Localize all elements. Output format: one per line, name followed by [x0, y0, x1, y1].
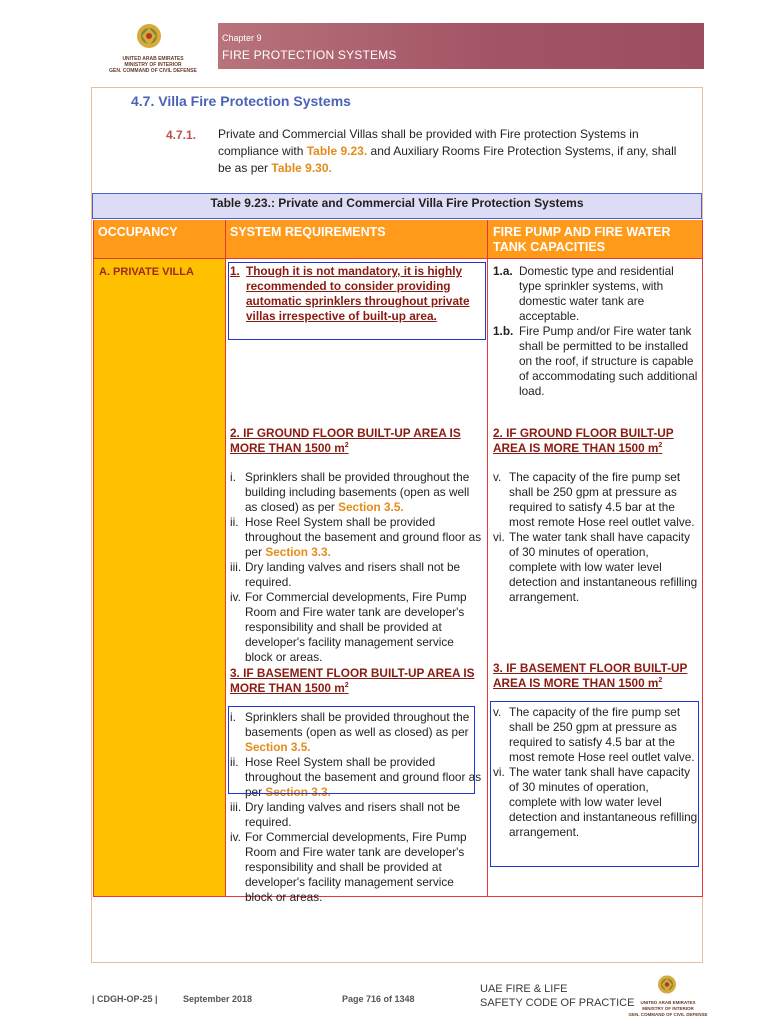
section-3-5-link[interactable]: Section 3.5. — [245, 740, 311, 754]
falcon-emblem-icon — [132, 22, 166, 54]
req3-heading-sup: 2 — [344, 682, 349, 690]
req3-item-iv — [230, 830, 482, 905]
highlight-box-req1 — [228, 262, 486, 340]
req2-item-i — [230, 470, 482, 515]
table-9-30-link[interactable]: Table 9.30. — [271, 161, 332, 175]
req2-item-iv-text: For Commercial developments, Fire Pump Room and Fire water tank are developer's responsibility and shall be provided at developer's facility management service block or areas. — [245, 590, 467, 664]
footer-logo-line-2: MINISTRY OF INTERIOR — [642, 1006, 694, 1011]
cap2-item-vi-text: The water tank shall have capacity of 30 minutes of operation, complete with low water level detection and instantaneous refilling arrangement. — [509, 530, 698, 604]
table-header-line — [93, 258, 703, 259]
cap1a-number: 1.a. — [493, 264, 513, 278]
req2-item-iii — [230, 560, 482, 590]
occupancy-column — [93, 220, 225, 897]
cap2-heading-sup: 2 — [658, 442, 663, 450]
req3-item-ii-num: ii. — [230, 755, 239, 769]
clause-text-part-1: Private and Commercial Villas shall be provided with Fire protection Systems in compliance with — [218, 127, 639, 158]
cap1b-number: 1.b. — [493, 324, 514, 338]
cap3-item-v-text: The capacity of the fire pump set shall be 250 gpm at pressure as required to satisfy 4.5 bar at the most remote Hose reel outlet valve. — [509, 705, 695, 764]
highlight-box-req3 — [228, 706, 475, 794]
cap2-heading — [493, 426, 698, 456]
chapter-header-bar — [218, 23, 704, 69]
footer-title-line-2: SAFETY CODE OF PRACTICE — [480, 997, 635, 1009]
req3-heading-text: 3. IF BASEMENT FLOOR BUILT-UP AREA IS MORE THAN 1500 m — [230, 666, 475, 695]
clause-text — [218, 126, 688, 177]
footer-title-line-1: UAE FIRE & LIFE — [480, 983, 568, 995]
uae-ministry-logo — [88, 22, 218, 82]
req3-item-iv-text: For Commercial developments, Fire Pump Room and Fire water tank are developer's responsibility and shall be provided at developer's facility management service block or areas. — [245, 830, 467, 904]
req3-item-iii — [230, 800, 482, 830]
cap3-item-vi-num: vi. — [493, 765, 505, 779]
cap2-heading-text: 2. IF GROUND FLOOR BUILT-UP AREA IS MORE THAN 1500 m — [493, 426, 674, 455]
req2-item-ii-text: Hose Reel System shall be provided throughout the basement and ground floor as per — [245, 515, 482, 559]
cap3-item-v-num: v. — [493, 705, 502, 719]
section-3-5-link[interactable]: Section 3.5. — [338, 500, 404, 514]
footer-page-number: Page 716 of 1348 — [342, 994, 415, 1004]
req2-item-iii-num: iii. — [230, 560, 242, 574]
clause-number: 4.7.1. — [166, 128, 197, 142]
table-9-23-link[interactable]: Table 9.23. — [306, 144, 368, 158]
req1-text: Though it is not mandatory, it is highly recommended to consider providing automatic sprinklers throughout private villas irrespective of built-up area. — [246, 264, 470, 323]
chapter-title: FIRE PROTECTION SYSTEMS — [222, 48, 397, 62]
cap1a-text: Domestic type and residential type sprinkler systems, with domestic water tank are acceptable. — [519, 264, 674, 323]
cap2-item-vi-num: vi. — [493, 530, 505, 544]
header-occupancy: OCCUPANCY — [98, 225, 178, 239]
uae-ministry-logo-footer — [618, 974, 718, 1022]
cap3-item-vi-text: The water tank shall have capacity of 30 minutes of operation, complete with low water level detection and instantaneous refilling arrangement. — [509, 765, 698, 839]
cap2-item-v — [493, 470, 698, 530]
highlight-box-cap3 — [490, 701, 699, 867]
req3-item-iii-text: Dry landing valves and risers shall not be required. — [245, 800, 461, 829]
cap2-item-v-num: v. — [493, 470, 502, 484]
header-fire-pump-capacities: FIRE PUMP AND FIRE WATER TANK CAPACITIES — [493, 225, 671, 254]
req2-item-i-num: i. — [230, 470, 236, 484]
req2-item-iv — [230, 590, 482, 665]
logo-line-3: GEN. COMMAND OF CIVIL DEFENSE — [109, 68, 197, 74]
req3-item-i-num: i. — [230, 710, 236, 724]
req2-item-ii — [230, 515, 482, 560]
cap2-item-v-text: The capacity of the fire pump set shall be 250 gpm at pressure as required to satisfy 4.5 bar at the most remote Hose reel outlet valve. — [509, 470, 695, 529]
cap1b-text: Fire Pump and/or Fire water tank shall be permitted to be installed on the roof, if structure is capable of accommodating such additional load. — [519, 324, 698, 398]
table-divider-1 — [225, 220, 226, 897]
req3-item-iii-num: iii. — [230, 800, 242, 814]
clause-text-part-2: and Auxiliary Rooms Fire Protection Systems, if any, shall be as per — [218, 144, 677, 175]
req3-item-ii-text: Hose Reel System shall be provided throughout the basement and ground floor as per — [245, 755, 482, 799]
section-heading: 4.7. Villa Fire Protection Systems — [131, 93, 351, 109]
footer-date: September 2018 — [183, 994, 253, 1004]
req2-list — [230, 470, 482, 665]
req2-item-iii-text: Dry landing valves and risers shall not be required. — [245, 560, 461, 589]
chapter-label: Chapter 9 — [222, 33, 262, 43]
cap3-heading-text: 3. IF BASEMENT FLOOR BUILT-UP AREA IS MORE THAN 1500 m — [493, 661, 688, 690]
cap2-list — [493, 470, 698, 605]
req2-item-i-text: Sprinklers shall be provided throughout the building including basements (open as well as closed) as per — [245, 470, 470, 514]
cap3-heading-sup: 2 — [658, 677, 663, 685]
header-system-requirements: SYSTEM REQUIREMENTS — [230, 225, 386, 239]
cap1-item — [493, 264, 698, 324]
section-3-3-link[interactable]: Section 3.3. — [265, 785, 331, 799]
section-3-3-link[interactable]: Section 3.3. — [265, 545, 331, 559]
footer-logo-line-1: UNITED ARAB EMIRATES — [640, 1000, 696, 1005]
table-divider-2 — [487, 220, 488, 897]
req2-heading — [230, 426, 482, 456]
footer-logo-line-3: GEN. COMMAND OF CIVIL DEFENSE — [628, 1012, 708, 1017]
cap2-item-vi — [493, 530, 698, 605]
table-border-left — [93, 220, 94, 897]
req1-number: 1. — [230, 264, 240, 278]
req3-item-i-text: Sprinklers shall be provided throughout the basements (open as well as closed) as per — [245, 710, 470, 739]
occupancy-private-villa: A. PRIVATE VILLA — [99, 266, 194, 278]
table-border-right — [702, 220, 703, 897]
falcon-emblem-icon — [654, 974, 680, 998]
cap3-heading — [493, 661, 698, 691]
table-caption: Table 9.23.: Private and Commercial Villa Fire Protection Systems — [210, 196, 584, 210]
footer-code-title — [480, 982, 634, 1010]
req2-heading-sup: 2 — [344, 442, 349, 450]
cap1-item — [493, 324, 698, 399]
req2-item-iv-num: iv. — [230, 590, 241, 604]
req2-heading-text: 2. IF GROUND FLOOR BUILT-UP AREA IS MORE THAN 1500 m — [230, 426, 461, 455]
logo-line-1: UNITED ARAB EMIRATES — [122, 56, 184, 62]
footer-doc-code: | CDGH-OP-25 | — [92, 994, 158, 1004]
req3-heading — [230, 666, 482, 696]
logo-line-2: MINISTRY OF INTERIOR — [124, 62, 182, 68]
req3-item-iv-num: iv. — [230, 830, 241, 844]
req2-item-ii-num: ii. — [230, 515, 239, 529]
cap1-list — [493, 264, 698, 399]
